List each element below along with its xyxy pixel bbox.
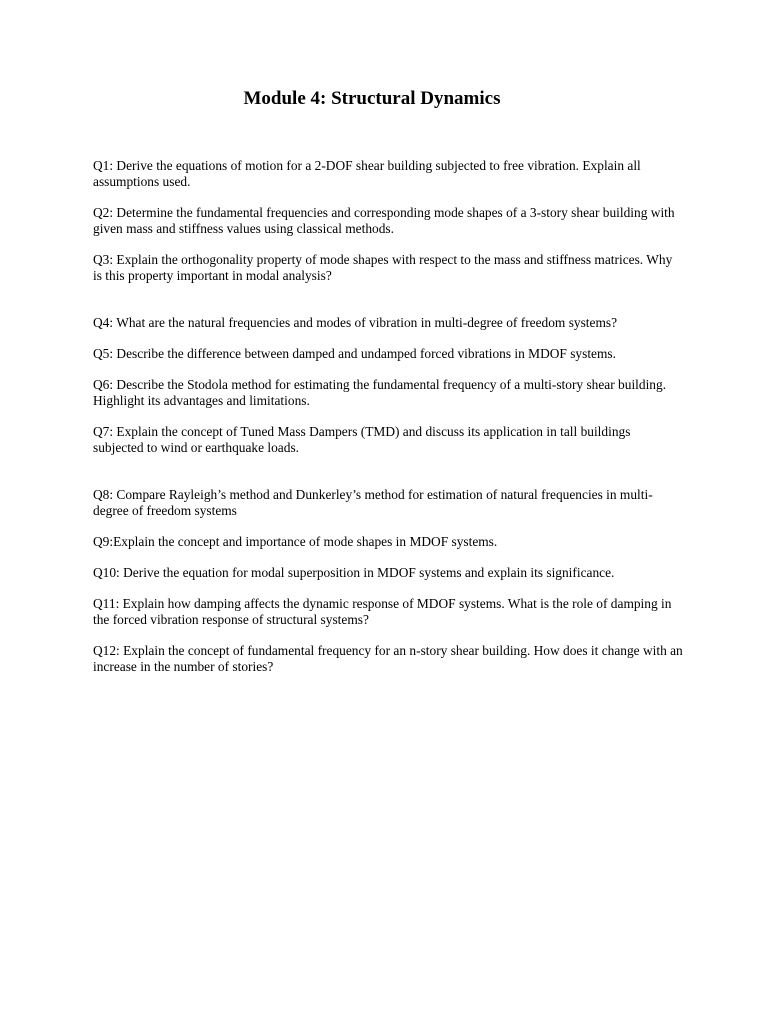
question-2: Q2: Determine the fundamental frequencies and corresponding mode shapes of a 3-story shear building with given mass and stiffness values using classical methods.: [93, 205, 675, 236]
question-5: Q5: Describe the difference between damped and undamped forced vibrations in MDOF systems.: [93, 346, 616, 361]
question-7: Q7: Explain the concept of Tuned Mass Dampers (TMD) and discuss its application in tall buildings subjected to wind or earthquake loads.: [93, 424, 631, 455]
question-10: Q10: Derive the equation for modal superposition in MDOF systems and explain its significance.: [93, 565, 615, 580]
question-12: Q12: Explain the concept of fundamental frequency for an n-story shear building. How does it change with an increase in the number of stories?: [93, 643, 683, 674]
question-list: [93, 158, 683, 690]
page-title: Module 4: Structural Dynamics: [243, 88, 501, 109]
question-9: Q9:Explain the concept and importance of mode shapes in MDOF systems.: [93, 534, 498, 549]
question-8: Q8: Compare Rayleigh’s method and Dunkerley’s method for estimation of natural frequencies in multi-degree of freedom systems: [93, 487, 653, 518]
question-11: Q11: Explain how damping affects the dynamic response of MDOF systems. What is the role of damping in the forced vibration response of structural systems?: [93, 596, 672, 627]
question-4: Q4: What are the natural frequencies and modes of vibration in multi-degree of freedom systems?: [93, 315, 618, 330]
question-3: Q3: Explain the orthogonality property of mode shapes with respect to the mass and stiffness matrices. Why is this property important in modal analysis?: [93, 252, 673, 283]
question-6: Q6: Describe the Stodola method for estimating the fundamental frequency of a multi-story shear building. Highlight its advantages and limitations.: [93, 377, 667, 408]
question-1: Q1: Derive the equations of motion for a 2-DOF shear building subjected to free vibration. Explain all assumptions used.: [93, 158, 641, 189]
